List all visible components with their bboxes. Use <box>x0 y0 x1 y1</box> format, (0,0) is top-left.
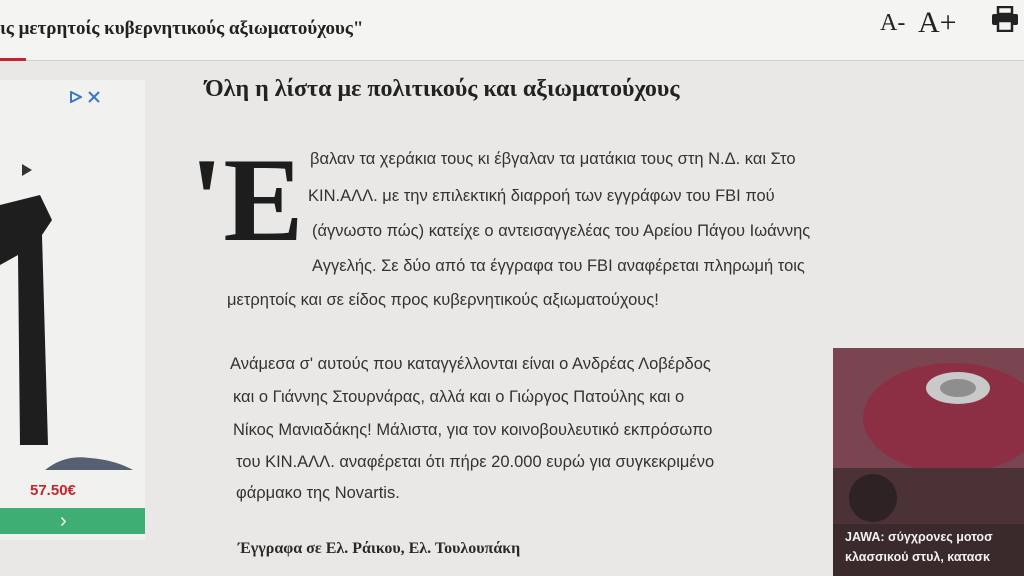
motorcycle-image <box>833 348 1024 524</box>
paragraph-line: Ανάμεσα σ' αυτούς που καταγγέλλονται είναι ο Ανδρέας Λοβέρδος <box>230 355 711 373</box>
paragraph-line: φάρμακο της Novartis. <box>236 484 400 502</box>
close-icon[interactable] <box>88 91 100 103</box>
ad-choices[interactable] <box>70 88 100 105</box>
ad-price: 57.50€ <box>30 482 76 499</box>
paragraph-line: (άγνωστο πώς) κατείχε ο αντεισαγγελέας του Αρείου Πάγου Ιωάννης <box>312 222 811 240</box>
play-icon <box>22 164 32 176</box>
article-subheading: Έγγραφα σε Ελ. Ράικου, Ελ. Τουλουπάκη <box>238 540 521 557</box>
paragraph-line: και ο Γιάννης Στουρνάρας, αλλά και ο Γιώργος Πατούλης και ο <box>233 388 685 406</box>
left-advertisement[interactable] <box>0 80 145 540</box>
right-advertisement[interactable] <box>833 348 1024 576</box>
paragraph-line: βαλαν τα χεράκια τους κι έβγαλαν τα ματάκια τους στη Ν.Δ. και Στο <box>310 150 796 168</box>
font-increase-button[interactable]: A+ <box>918 6 957 39</box>
ad-cta-button[interactable] <box>0 508 145 534</box>
product-image <box>0 195 60 445</box>
paragraph-line: ΚΙΝ.ΑΛΛ. με την επιλεκτική διαρροή των εγγράφων του FBI πού <box>308 187 775 205</box>
adchoices-icon[interactable] <box>70 91 82 103</box>
product-shoe-image <box>45 452 135 472</box>
article-title: Όλη η λίστα με πολιτικούς και αξιωματούχους <box>205 76 680 102</box>
ad-caption-line[interactable]: κλασσικού στυλ, κατασκ <box>845 550 990 564</box>
font-decrease-button[interactable]: A- <box>880 10 906 36</box>
chevron-right-icon: › <box>60 510 67 532</box>
ad-caption-line[interactable]: JAWA: σύγχρονες μοτοσ <box>845 530 993 544</box>
paragraph-line: Νίκος Μανιαδάκης! Μάλιστα, για τον κοινοβουλευτικό εκπρόσωπο <box>233 421 713 439</box>
paragraph-line: Αγγελής. Σε δύο από τα έγγραφα του FBI αναφέρεται πληρωμή τοις <box>312 257 805 275</box>
print-button[interactable] <box>990 6 1020 32</box>
paragraph-line: μετρητοίς και σε είδος προς κυβερνητικούς αξιωματούχους! <box>227 291 659 309</box>
drop-cap: 'Ε <box>190 133 304 266</box>
printer-icon <box>990 6 1020 32</box>
header-headline: ις μετρητοίς κυβερνητικούς αξιωματούχους" <box>0 18 364 39</box>
paragraph-line: του ΚΙΝ.ΑΛΛ. αναφέρεται ότι πήρε 20.000 ευρώ για συγκεκριμένο <box>236 453 715 471</box>
article-header-bar <box>0 0 1024 61</box>
header-accent-line <box>0 58 26 61</box>
